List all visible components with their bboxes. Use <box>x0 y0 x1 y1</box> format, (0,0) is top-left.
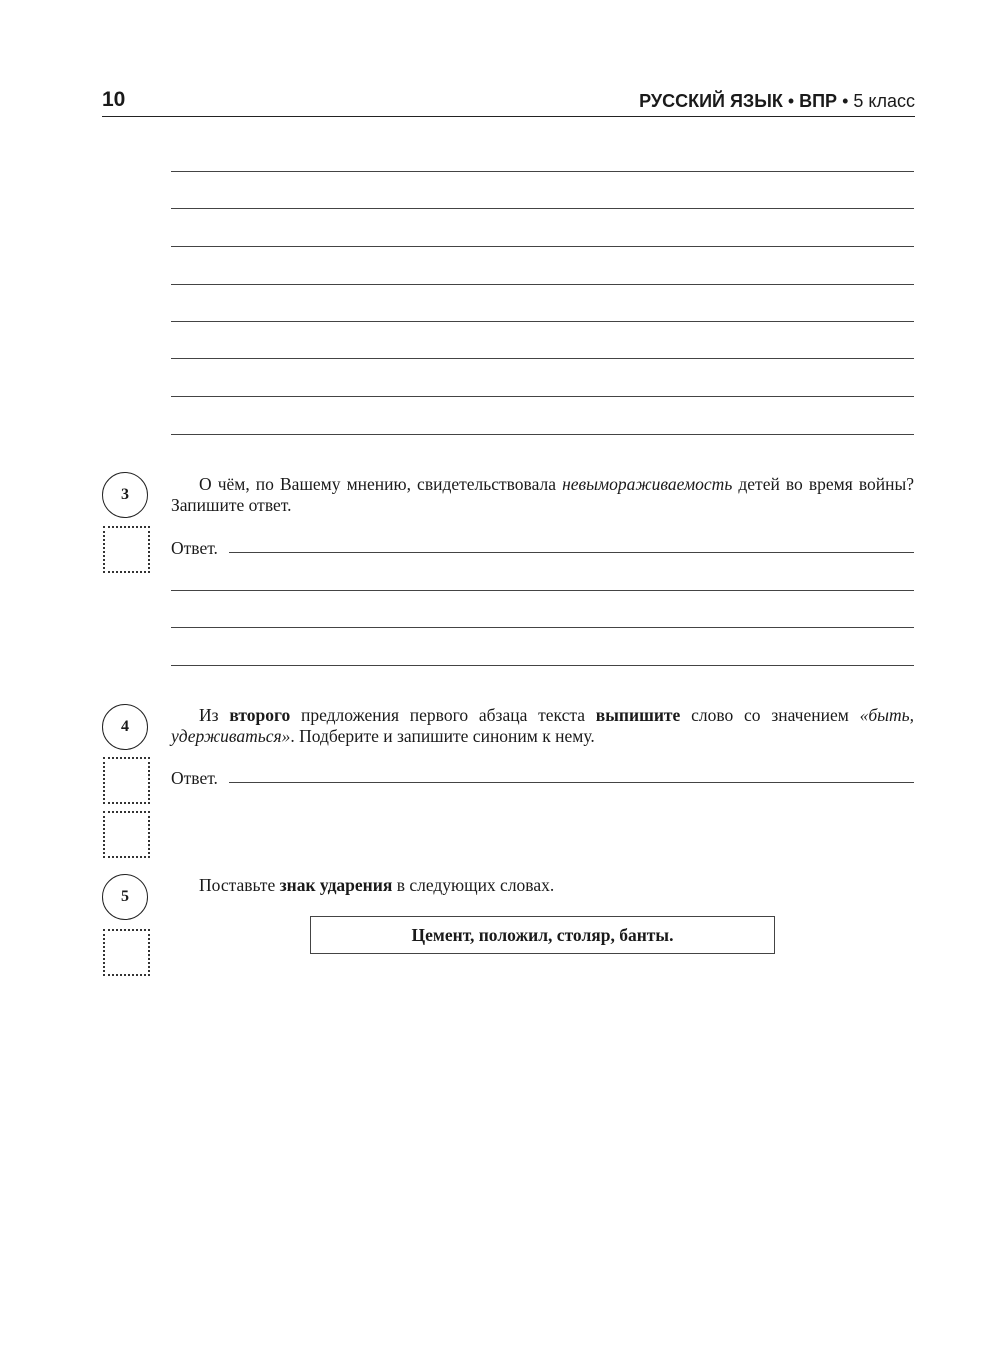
answer-line[interactable] <box>171 665 914 666</box>
header-separator: • <box>837 91 854 111</box>
answer-line[interactable] <box>171 321 914 322</box>
task5-text <box>171 875 914 896</box>
answer-line[interactable] <box>171 246 914 247</box>
task4-text-part: Из <box>199 705 230 725</box>
score-box[interactable] <box>103 929 150 976</box>
task3-text <box>171 474 914 516</box>
task-number-3: 3 <box>102 472 148 518</box>
answer-label: Ответ. <box>171 768 218 788</box>
answer-line[interactable] <box>171 434 914 435</box>
page-header <box>102 88 915 117</box>
score-box[interactable] <box>103 811 150 858</box>
page-number: 10 <box>102 88 126 111</box>
score-box[interactable] <box>103 757 150 804</box>
task3-text-part: О чём, по Вашему мнению, свидетельствовала <box>199 474 563 494</box>
answer-line[interactable] <box>229 782 914 783</box>
answer-label: Ответ. <box>171 538 218 558</box>
task-number-5: 5 <box>102 874 148 920</box>
header-separator: • <box>782 91 800 111</box>
exam-title: ВПР <box>799 91 838 111</box>
task4-italic-term: «быть, удерживаться» <box>171 705 914 746</box>
task5-bold-term: знак ударения <box>279 875 393 895</box>
answer-line[interactable] <box>171 627 914 628</box>
answer-line[interactable] <box>171 358 914 359</box>
task5-text-part: Поставьте <box>199 875 280 895</box>
task4-text <box>171 705 914 747</box>
header-title <box>639 91 915 112</box>
task3-italic-term: невымораживаемость <box>562 474 733 494</box>
subject-title: РУССКИЙ ЯЗЫК <box>639 91 783 111</box>
answer-line[interactable] <box>171 208 914 209</box>
answer-line[interactable] <box>229 552 914 553</box>
task5-text-part: в следующих словах. <box>392 875 555 895</box>
stress-words-box[interactable]: Цемент, положил, столяр, банты. <box>310 916 775 954</box>
task4-bold-term: второго <box>229 705 291 725</box>
task4-text-part: слово со значением <box>680 705 860 725</box>
task3-text-part: детей во время войны? Запишите ответ. <box>171 474 915 515</box>
answer-line[interactable] <box>171 396 914 397</box>
task4-text-part: предложения первого абзаца текста <box>290 705 596 725</box>
task4-bold-term: выпишите <box>595 705 681 725</box>
grade-title: 5 класс <box>853 91 915 111</box>
answer-line[interactable] <box>171 171 914 172</box>
score-box[interactable] <box>103 526 150 573</box>
answer-line[interactable] <box>171 590 914 591</box>
task-number-4: 4 <box>102 704 148 750</box>
task4-text-part: . Подберите и запишите синоним к нему. <box>290 726 595 746</box>
answer-line[interactable] <box>171 284 914 285</box>
